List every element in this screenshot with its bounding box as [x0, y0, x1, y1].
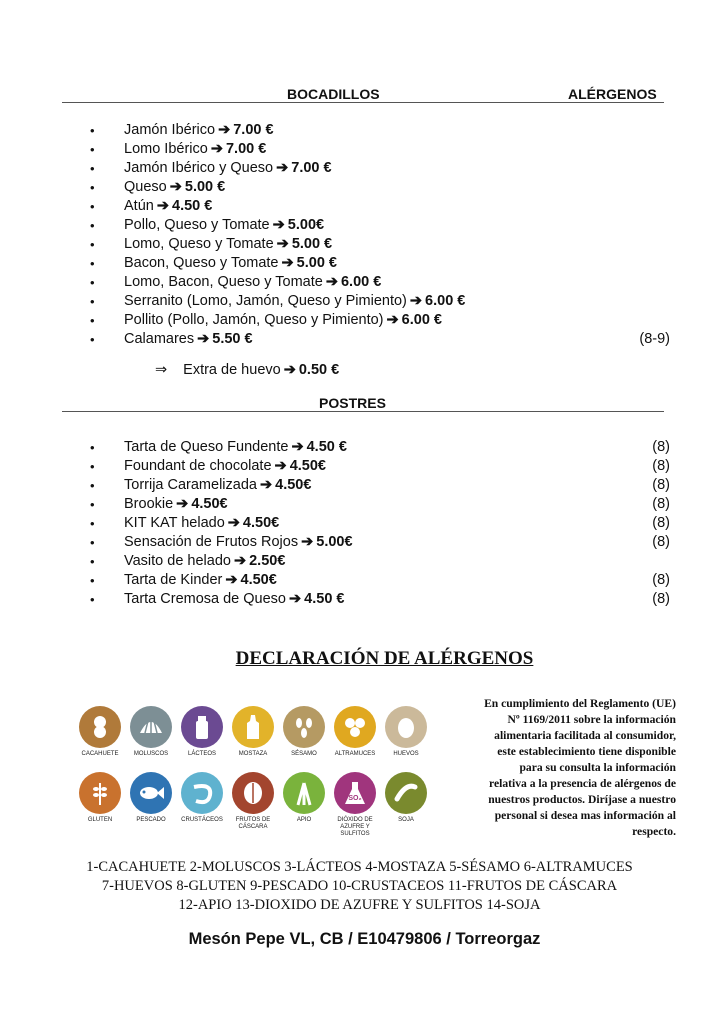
lupin-allergen	[329, 706, 381, 758]
declaration-line: En cumplimiento del Reglamento (UE)	[484, 697, 676, 710]
arrow-icon: ➔	[289, 591, 302, 607]
soy-icon	[385, 772, 427, 814]
item-price: 5.00€	[287, 217, 325, 233]
item-price: 6.00 €	[425, 293, 466, 309]
item-allergens: (8)	[652, 477, 670, 493]
egg-allergen	[380, 706, 432, 758]
item-allergens: (8)	[652, 534, 670, 550]
declaration-title: DECLARACIÓN DE ALÉRGENOS	[235, 648, 534, 669]
arrow-icon: ➔	[218, 122, 231, 138]
item-allergens: (8)	[652, 572, 670, 588]
declaration-line: Nº 1169/2011 sobre la información	[507, 713, 676, 726]
menu-item	[90, 571, 680, 590]
item-name: Bacon, Queso y Tomate	[124, 255, 279, 271]
menu-item	[90, 495, 680, 514]
item-name: Tarta de Kinder	[124, 572, 223, 588]
declaration-line: respecto.	[632, 825, 676, 838]
sesame-icon	[283, 706, 325, 748]
shrimp-allergen	[176, 772, 228, 824]
milk-bottle-allergen	[176, 706, 228, 758]
allergen-label: APIO	[296, 817, 312, 823]
nut-allergen	[227, 772, 279, 831]
arrow-icon: ➔	[386, 312, 399, 328]
arrow-icon: ➔	[272, 217, 285, 233]
allergen-label: MOSTAZA	[238, 751, 268, 757]
allergen-label: FRUTOS DE CÁSCARA	[235, 817, 271, 830]
item-name: Brookie	[124, 496, 174, 512]
menu-item	[90, 273, 680, 292]
alergenos-header: ALÉRGENOS	[568, 86, 657, 102]
arrow-icon: ➔	[156, 198, 169, 214]
item-name: Pollo, Queso y Tomate	[124, 217, 270, 233]
arrow-icon: ➔	[197, 331, 210, 347]
item-name: Torrija Caramelizada	[124, 477, 257, 493]
mustard-icon	[232, 706, 274, 748]
item-allergens: (8)	[652, 515, 670, 531]
item-name: Sensación de Frutos Rojos	[124, 534, 299, 550]
bocadillos-divider	[62, 102, 664, 103]
milk-bottle-icon	[181, 706, 223, 748]
menu-item	[90, 292, 680, 311]
nut-icon	[232, 772, 274, 814]
menu-item	[90, 121, 680, 140]
item-price: 5.50 €	[212, 331, 253, 347]
arrow-icon: ➔	[301, 534, 314, 550]
menu-item	[90, 590, 680, 609]
arrow-icon: ➔	[274, 458, 287, 474]
soy-allergen	[380, 772, 432, 824]
item-price: 4.50 €	[304, 591, 345, 607]
item-price: 4.50 €	[306, 439, 347, 455]
arrow-icon: ➔	[233, 553, 247, 569]
postres-divider	[62, 411, 664, 412]
item-name: Pollito (Pollo, Jamón, Queso y Pimiento)	[124, 312, 384, 328]
item-allergens: (8)	[652, 439, 670, 455]
declaration-line: alimentaria facilitada al consumidor,	[494, 729, 676, 742]
footer: Mesón Pepe VL, CB / E10479806 / Torreorgaz	[188, 930, 541, 948]
arrow-icon: ➔	[210, 141, 223, 157]
legend-line: 1-CACAHUETE 2-MOLUSCOS 3-LÁCTEOS 4-MOSTAZA 5-SÉSAMO 6-ALTRAMUCES	[86, 859, 633, 875]
allergen-label: MOLUSCOS	[133, 751, 169, 757]
sesame-allergen	[278, 706, 330, 758]
menu-item	[90, 438, 680, 457]
allergen-label: SOJA	[398, 817, 414, 823]
item-name: Lomo, Queso y Tomate	[124, 236, 274, 252]
allergen-label: CRUSTÁCEOS	[181, 817, 223, 823]
implies-icon: ⇒	[155, 362, 168, 378]
allergen-label: DIÓXIDO DE AZUFRE Y SULFITOS	[337, 817, 373, 837]
item-allergens: (8)	[652, 458, 670, 474]
peanut-icon	[79, 706, 121, 748]
so2-label: SO₂	[348, 794, 362, 802]
arrow-icon: ➔	[409, 293, 423, 309]
extra-item	[155, 362, 339, 378]
shell-icon	[130, 706, 172, 748]
item-name: KIT KAT helado	[124, 515, 225, 531]
bocadillos-list	[90, 121, 680, 349]
allergen-legend	[0, 858, 719, 915]
item-price: 4.50€	[275, 477, 312, 493]
arrow-icon: ➔	[225, 572, 238, 588]
item-price: 4.50€	[242, 515, 280, 531]
allergen-label: SÉSAMO	[291, 751, 317, 757]
menu-item	[90, 552, 680, 571]
item-name: Queso	[124, 179, 167, 195]
item-allergens: (8)	[652, 591, 670, 607]
declaration-line: relativa a la presencia de alérgenos de	[489, 777, 676, 790]
menu-item	[90, 235, 680, 254]
item-name: Vasito de helado	[124, 553, 231, 569]
menu-item	[90, 514, 680, 533]
item-price: 4.50€	[191, 496, 228, 512]
egg-icon	[385, 706, 427, 748]
allergen-label: PESCADO	[136, 817, 166, 823]
allergen-label: CACAHUETE	[81, 751, 119, 757]
item-name: Tarta Cremosa de Queso	[124, 591, 286, 607]
item-price: 4.50 €	[172, 198, 213, 214]
item-allergens: (8-9)	[639, 331, 670, 347]
allergen-label: ALTRAMUCES	[334, 751, 376, 757]
extra-name: Extra de huevo	[183, 362, 281, 378]
arrow-icon: ➔	[276, 236, 289, 252]
fish-allergen	[125, 772, 177, 824]
extra-price: 0.50 €	[298, 362, 340, 378]
item-name: Jamón Ibérico y Queso	[124, 160, 274, 176]
item-price: 7.00 €	[291, 160, 332, 176]
item-price: 6.00 €	[401, 312, 442, 328]
menu-item	[90, 311, 680, 330]
item-name: Lomo, Bacon, Queso y Tomate	[124, 274, 323, 290]
arrow-icon: ➔	[291, 439, 304, 455]
declaration-line: personal si desea mas información al	[494, 809, 676, 822]
shrimp-icon	[181, 772, 223, 814]
menu-item	[90, 197, 680, 216]
celery-allergen	[278, 772, 330, 824]
shell-allergen	[125, 706, 177, 758]
menu-item	[90, 457, 680, 476]
celery-icon	[283, 772, 325, 814]
mustard-allergen	[227, 706, 279, 758]
menu-item	[90, 159, 680, 178]
item-price: 4.50€	[240, 572, 277, 588]
peanut-allergen	[74, 706, 126, 758]
menu-item	[90, 140, 680, 159]
item-allergens: (8)	[652, 496, 670, 512]
menu-item	[90, 254, 680, 273]
item-name: Jamón Ibérico	[124, 122, 216, 138]
lupin-icon	[334, 706, 376, 748]
item-price: 6.00 €	[340, 274, 382, 290]
menu-item	[90, 216, 680, 235]
item-price: 5.00 €	[296, 255, 337, 271]
declaration-text	[440, 696, 676, 840]
menu-item	[90, 533, 680, 552]
sulphite-flask-icon	[334, 772, 376, 814]
item-name: Atún	[124, 198, 154, 214]
item-price: 5.00 €	[184, 179, 226, 195]
postres-header: POSTRES	[319, 395, 386, 411]
item-name: Lomo Ibérico	[124, 141, 208, 157]
allergen-label: GLUTEN	[87, 817, 113, 823]
arrow-icon: ➔	[169, 179, 182, 195]
menu-item	[90, 330, 680, 349]
declaration-line: este establecimiento tiene disponible	[497, 745, 676, 758]
menu-item	[90, 178, 680, 197]
item-name: Foundant de chocolate	[124, 458, 272, 474]
item-price: 5.00€	[316, 534, 353, 550]
legend-line: 12-APIO 13-DIOXIDO DE AZUFRE Y SULFITOS 14-SOJA	[178, 897, 541, 913]
item-name: Tarta de Queso Fundente	[124, 439, 289, 455]
menu-item	[90, 476, 680, 495]
wheat-allergen	[74, 772, 126, 824]
item-price: 4.50€	[289, 458, 326, 474]
item-name: Serranito (Lomo, Jamón, Queso y Pimiento)	[124, 293, 407, 309]
item-name: Calamares	[124, 331, 195, 347]
arrow-icon: ➔	[259, 477, 273, 493]
sulphite-flask-allergen	[329, 772, 381, 838]
item-price: 7.00 €	[233, 122, 274, 138]
postres-list	[90, 438, 680, 609]
item-price: 2.50€	[249, 553, 286, 569]
wheat-icon	[79, 772, 121, 814]
arrow-icon: ➔	[227, 515, 240, 531]
declaration-line: nuestros productos. Diríjase a nuestro	[488, 793, 676, 806]
allergen-label: HUEVOS	[393, 751, 419, 757]
arrow-icon: ➔	[283, 362, 296, 378]
fish-icon	[130, 772, 172, 814]
declaration-line: para su consulta la información	[519, 761, 676, 774]
arrow-icon: ➔	[176, 496, 189, 512]
arrow-icon: ➔	[325, 274, 338, 290]
arrow-icon: ➔	[276, 160, 289, 176]
allergen-label: LÁCTEOS	[187, 751, 216, 757]
item-price: 7.00 €	[225, 141, 267, 157]
bocadillos-header: BOCADILLOS	[287, 86, 380, 102]
legend-line: 7-HUEVOS 8-GLUTEN 9-PESCADO 10-CRUSTACEOS 11-FRUTOS DE CÁSCARA	[101, 878, 618, 894]
arrow-icon: ➔	[281, 255, 294, 271]
item-price: 5.00 €	[291, 236, 333, 252]
